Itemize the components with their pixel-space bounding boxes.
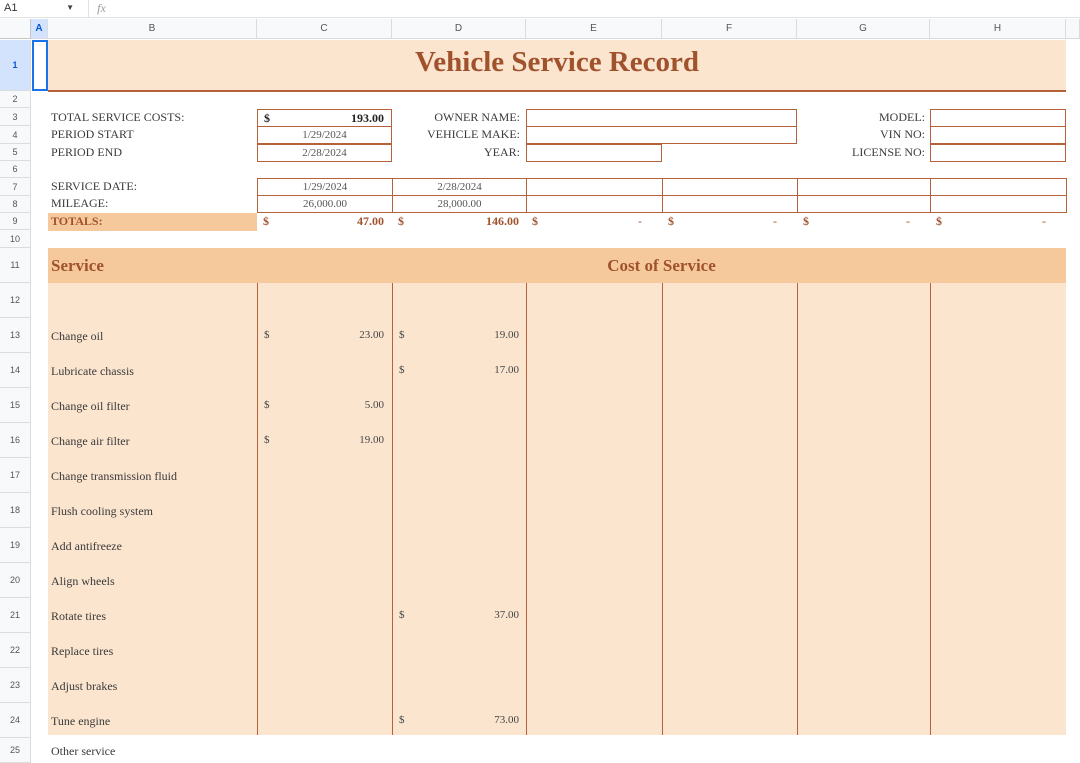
cost-cell-d[interactable] bbox=[392, 528, 526, 563]
row-header-11[interactable]: 11 bbox=[0, 248, 31, 283]
table-row bbox=[48, 493, 1066, 528]
service-name: Other service bbox=[51, 743, 116, 758]
service-date-cell[interactable] bbox=[526, 178, 663, 196]
row-header-13[interactable]: 13 bbox=[0, 318, 31, 353]
row-header-2[interactable]: 2 bbox=[0, 91, 31, 108]
cost-cell-c[interactable] bbox=[257, 668, 391, 703]
column-header-g[interactable]: G bbox=[797, 19, 930, 39]
cost-value: 37.00 bbox=[494, 609, 519, 621]
owner-name-cell[interactable] bbox=[526, 109, 797, 127]
cost-currency: $ bbox=[264, 399, 270, 411]
totals-value: - bbox=[638, 214, 642, 228]
table-row bbox=[48, 388, 1066, 423]
vehicle-make-label: VEHICLE MAKE: bbox=[427, 127, 520, 141]
cost-value: 23.00 bbox=[359, 329, 384, 341]
totals-cell[interactable] bbox=[662, 213, 797, 231]
row-header-10[interactable]: 10 bbox=[0, 230, 31, 248]
service-name: Change air filter bbox=[51, 433, 130, 448]
cost-value: 19.00 bbox=[494, 329, 519, 341]
row-header-14[interactable]: 14 bbox=[0, 353, 31, 388]
mileage-cell[interactable] bbox=[662, 195, 798, 213]
cost-value: 17.00 bbox=[494, 364, 519, 376]
column-header-overflow bbox=[1066, 19, 1080, 39]
mileage-cell[interactable] bbox=[797, 195, 931, 213]
cost-cell-d[interactable] bbox=[392, 493, 526, 528]
totals-value: 146.00 bbox=[486, 214, 519, 228]
license-cell[interactable] bbox=[930, 144, 1066, 162]
totals-cell[interactable] bbox=[392, 213, 526, 231]
totals-currency: $ bbox=[263, 214, 269, 228]
cost-value: 5.00 bbox=[364, 399, 384, 411]
column-header-a[interactable]: A bbox=[31, 19, 48, 39]
model-cell[interactable] bbox=[930, 109, 1066, 127]
period-start-cell[interactable]: 1/29/2024 bbox=[257, 126, 392, 144]
service-date-cell[interactable]: 2/28/2024 bbox=[392, 178, 527, 196]
vin-label: VIN NO: bbox=[880, 127, 925, 141]
column-header-f[interactable]: F bbox=[662, 19, 797, 39]
cost-cell-c[interactable] bbox=[257, 738, 391, 763]
table-row bbox=[48, 318, 1066, 353]
column-header-d[interactable]: D bbox=[392, 19, 526, 39]
service-name: Add antifreeze bbox=[51, 538, 122, 553]
column-header-h[interactable]: H bbox=[930, 19, 1066, 39]
formula-bar bbox=[0, 0, 1080, 18]
cost-cell-d[interactable] bbox=[392, 318, 526, 353]
vin-cell[interactable] bbox=[930, 126, 1066, 144]
cost-value: 73.00 bbox=[494, 714, 519, 726]
table-row bbox=[48, 423, 1066, 458]
totals-currency: $ bbox=[532, 214, 538, 228]
title-underline bbox=[48, 90, 1066, 92]
row-header-8[interactable]: 8 bbox=[0, 196, 31, 213]
year-cell[interactable] bbox=[526, 144, 662, 162]
cost-currency: $ bbox=[399, 329, 405, 341]
cost-cell-d[interactable] bbox=[392, 353, 526, 388]
totals-value: 47.00 bbox=[357, 214, 384, 228]
row-header-22[interactable]: 22 bbox=[0, 633, 31, 668]
cost-cell-d[interactable] bbox=[392, 423, 526, 458]
service-column-header: Service bbox=[51, 256, 104, 275]
column-header-e[interactable]: E bbox=[526, 19, 662, 39]
mileage-cell[interactable] bbox=[930, 195, 1067, 213]
mileage-cell[interactable]: 26,000.00 bbox=[257, 195, 393, 213]
total-cost-label: TOTAL SERVICE COSTS: bbox=[51, 110, 185, 124]
owner-name-label: OWNER NAME: bbox=[434, 110, 520, 124]
row-header-9[interactable]: 9 bbox=[0, 213, 31, 230]
cost-cell-c[interactable] bbox=[257, 318, 391, 353]
cost-cell-c[interactable] bbox=[257, 388, 391, 423]
service-name: Rotate tires bbox=[51, 608, 106, 623]
row-header-17[interactable]: 17 bbox=[0, 458, 31, 493]
totals-value: - bbox=[906, 214, 910, 228]
row-header-7[interactable]: 7 bbox=[0, 178, 31, 196]
cost-currency: $ bbox=[264, 434, 270, 446]
row-header-21[interactable]: 21 bbox=[0, 598, 31, 633]
cost-cell-c[interactable] bbox=[257, 563, 391, 598]
license-label: LICENSE NO: bbox=[852, 145, 925, 159]
active-cell-a1[interactable] bbox=[32, 40, 48, 91]
cost-cell-c[interactable] bbox=[257, 633, 391, 668]
totals-value: - bbox=[1042, 214, 1046, 228]
cost-currency: $ bbox=[399, 364, 405, 376]
service-name: Tune engine bbox=[51, 713, 111, 728]
cost-cell-c[interactable] bbox=[257, 423, 391, 458]
service-name: Adjust brakes bbox=[51, 678, 118, 693]
table-row bbox=[48, 528, 1066, 563]
column-header-c[interactable]: C bbox=[257, 19, 392, 39]
period-start-label: PERIOD START bbox=[51, 127, 134, 141]
period-end-cell[interactable]: 2/28/2024 bbox=[257, 144, 392, 162]
totals-cell[interactable] bbox=[797, 213, 930, 231]
service-name: Change oil bbox=[51, 328, 104, 343]
row-header-1[interactable]: 1 bbox=[0, 40, 31, 91]
cost-cell-d[interactable] bbox=[392, 703, 526, 738]
row-header-12[interactable]: 12 bbox=[0, 283, 31, 318]
service-name: Lubricate chassis bbox=[51, 363, 134, 378]
cost-currency: $ bbox=[399, 714, 405, 726]
table-row bbox=[48, 353, 1066, 388]
cost-cell-d[interactable] bbox=[392, 738, 526, 763]
cost-cell-d[interactable] bbox=[392, 458, 526, 493]
total-cost-cell[interactable] bbox=[257, 109, 392, 127]
row-header-3[interactable]: 3 bbox=[0, 108, 31, 126]
row-header-6[interactable]: 6 bbox=[0, 161, 31, 178]
row-header-24[interactable]: 24 bbox=[0, 703, 31, 738]
cost-cell-d[interactable] bbox=[392, 563, 526, 598]
service-name: Replace tires bbox=[51, 643, 114, 658]
totals-currency: $ bbox=[398, 214, 404, 228]
table-row bbox=[48, 563, 1066, 598]
vehicle-make-cell[interactable] bbox=[526, 126, 797, 144]
function-icon[interactable]: fx bbox=[88, 0, 114, 18]
period-end-label: PERIOD END bbox=[51, 145, 122, 159]
cost-cell-c[interactable] bbox=[257, 598, 391, 633]
totals-cell[interactable] bbox=[257, 213, 392, 231]
service-name: Align wheels bbox=[51, 573, 115, 588]
cost-cell-c[interactable] bbox=[257, 528, 391, 563]
table-row bbox=[48, 598, 1066, 633]
row-header-19[interactable]: 19 bbox=[0, 528, 31, 563]
cost-currency: $ bbox=[264, 329, 270, 341]
cost-value: 19.00 bbox=[359, 434, 384, 446]
service-date-cell[interactable] bbox=[930, 178, 1067, 196]
row-header-20[interactable]: 20 bbox=[0, 563, 31, 598]
name-box[interactable] bbox=[0, 0, 80, 18]
row-header-16[interactable]: 16 bbox=[0, 423, 31, 458]
table-row bbox=[48, 738, 1066, 763]
row-header-5[interactable]: 5 bbox=[0, 144, 31, 161]
totals-label: TOTALS: bbox=[51, 214, 103, 228]
table-row bbox=[48, 703, 1066, 738]
service-date-cell[interactable]: 1/29/2024 bbox=[257, 178, 393, 196]
cost-cell-c[interactable] bbox=[257, 493, 391, 528]
table-row bbox=[48, 633, 1066, 668]
mileage-label: MILEAGE: bbox=[51, 196, 109, 210]
cost-cell-c[interactable] bbox=[257, 458, 391, 493]
totals-currency: $ bbox=[803, 214, 809, 228]
cell-reference: A1 bbox=[4, 2, 18, 14]
chevron-down-icon[interactable]: ▼ bbox=[66, 3, 74, 12]
row-header-23[interactable]: 23 bbox=[0, 668, 31, 703]
cost-cell-c[interactable] bbox=[257, 703, 391, 738]
cost-column-header: Cost of Service bbox=[607, 256, 716, 275]
cost-cell-d[interactable] bbox=[392, 668, 526, 703]
totals-cell[interactable] bbox=[526, 213, 662, 231]
cost-cell-d[interactable] bbox=[392, 598, 526, 633]
totals-currency: $ bbox=[668, 214, 674, 228]
mileage-cell[interactable]: 28,000.00 bbox=[392, 195, 527, 213]
total-currency: $ bbox=[264, 111, 270, 125]
table-row bbox=[48, 668, 1066, 703]
totals-currency: $ bbox=[936, 214, 942, 228]
service-name: Change transmission fluid bbox=[51, 468, 177, 483]
cost-cell-d[interactable] bbox=[392, 633, 526, 668]
model-label: MODEL: bbox=[879, 110, 925, 124]
cost-cell-c[interactable] bbox=[257, 353, 391, 388]
year-label: YEAR: bbox=[484, 145, 520, 159]
select-all-corner[interactable] bbox=[0, 19, 31, 39]
row-header-18[interactable]: 18 bbox=[0, 493, 31, 528]
service-date-cell[interactable] bbox=[797, 178, 931, 196]
row-header-15[interactable]: 15 bbox=[0, 388, 31, 423]
total-value: 193.00 bbox=[351, 111, 384, 125]
column-header-b[interactable]: B bbox=[48, 19, 257, 39]
page-title: Vehicle Service Record bbox=[415, 46, 699, 78]
cost-currency: $ bbox=[399, 609, 405, 621]
row-header-4[interactable]: 4 bbox=[0, 126, 31, 144]
service-date-label: SERVICE DATE: bbox=[51, 179, 138, 193]
service-date-cell[interactable] bbox=[662, 178, 798, 196]
cost-cell-d[interactable] bbox=[392, 388, 526, 423]
row-header-25[interactable]: 25 bbox=[0, 738, 31, 763]
totals-cell[interactable] bbox=[930, 213, 1066, 231]
service-name: Change oil filter bbox=[51, 398, 130, 413]
mileage-cell[interactable] bbox=[526, 195, 663, 213]
totals-value: - bbox=[773, 214, 777, 228]
table-row bbox=[48, 458, 1066, 493]
service-name: Flush cooling system bbox=[51, 503, 154, 518]
